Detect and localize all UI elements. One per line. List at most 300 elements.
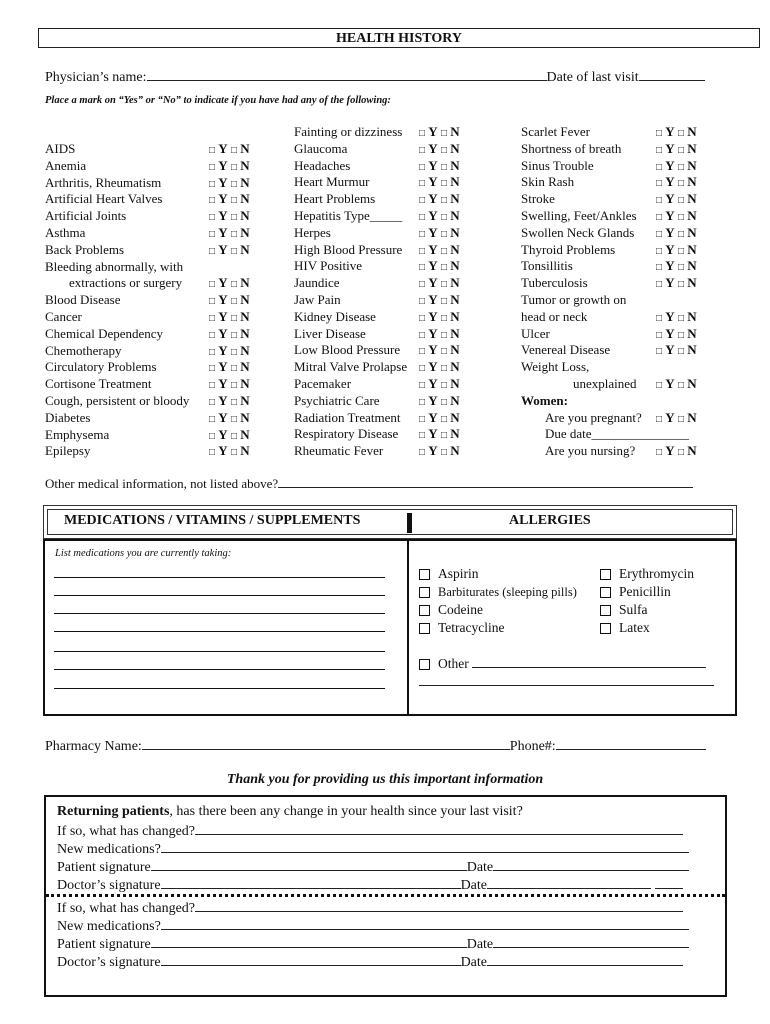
condition-row	[45, 225, 275, 242]
no-label: N	[450, 275, 460, 291]
yes-checkbox[interactable]: □	[419, 447, 426, 459]
yes-checkbox[interactable]: □	[419, 144, 426, 156]
yes-checkbox[interactable]: □	[419, 346, 426, 358]
no-checkbox[interactable]: □	[677, 447, 684, 459]
yes-checkbox[interactable]: □	[656, 346, 663, 358]
condition-label: unexplained	[573, 375, 637, 391]
yes-checkbox[interactable]: □	[209, 228, 216, 240]
no-checkbox[interactable]: □	[230, 380, 237, 392]
no-checkbox[interactable]: □	[677, 178, 684, 190]
conditions-column-3	[521, 124, 721, 460]
medications-box	[43, 539, 409, 716]
yes-checkbox[interactable]: □	[419, 128, 426, 139]
no-checkbox[interactable]: □	[440, 346, 447, 358]
no-checkbox[interactable]: □	[440, 396, 447, 408]
no-label: N	[240, 292, 250, 308]
yes-label: Y	[218, 157, 228, 173]
medication-line[interactable]	[54, 631, 385, 632]
no-checkbox[interactable]: □	[230, 145, 237, 156]
no-checkbox[interactable]: □	[440, 211, 447, 223]
no-label: N	[450, 258, 460, 274]
no-checkbox[interactable]: □	[230, 346, 237, 358]
condition-label: Shortness of breath	[521, 140, 622, 156]
yes-label: Y	[665, 443, 675, 459]
allergy-label: Latex	[619, 620, 650, 635]
condition-label: Scarlet Fever	[521, 124, 590, 139]
no-checkbox[interactable]: □	[440, 279, 447, 291]
medication-line[interactable]	[54, 613, 385, 614]
condition-label: Anemia	[45, 157, 87, 173]
no-label: N	[687, 375, 697, 391]
allergy-checkbox[interactable]	[419, 587, 430, 598]
condition-row	[45, 443, 275, 460]
patient-sig-field[interactable]	[151, 935, 467, 948]
physician-name-field[interactable]	[147, 68, 547, 81]
condition-row	[294, 426, 494, 443]
condition-label: Pacemaker	[294, 375, 352, 391]
yes-checkbox[interactable]: □	[656, 178, 663, 190]
doctor-sig-label: Doctor’s signature	[57, 955, 161, 970]
no-checkbox[interactable]: □	[230, 228, 237, 240]
patient-sig-label: Patient signature	[57, 937, 151, 952]
no-label: N	[240, 342, 250, 358]
no-checkbox[interactable]: □	[440, 161, 447, 173]
returning-patients-box	[44, 795, 727, 997]
yes-checkbox[interactable]: □	[209, 447, 216, 459]
no-checkbox[interactable]: □	[440, 447, 447, 459]
yes-checkbox[interactable]: □	[209, 296, 216, 308]
new-meds-field[interactable]	[161, 840, 689, 853]
no-label: N	[687, 275, 697, 291]
no-checkbox[interactable]: □	[440, 144, 447, 156]
condition-row	[294, 225, 494, 242]
yes-checkbox[interactable]: □	[209, 279, 216, 291]
no-checkbox[interactable]: □	[677, 161, 684, 173]
no-checkbox[interactable]: □	[677, 346, 684, 358]
condition-label: Asthma	[45, 224, 86, 240]
yes-checkbox[interactable]: □	[209, 396, 216, 408]
condition-label: Cortisone Treatment	[45, 376, 152, 392]
condition-row	[45, 275, 275, 292]
yes-checkbox[interactable]: □	[419, 295, 426, 307]
yes-checkbox[interactable]: □	[656, 245, 663, 257]
condition-row	[521, 124, 721, 141]
yes-label: Y	[665, 191, 675, 207]
date-field[interactable]	[493, 858, 689, 871]
yes-checkbox[interactable]: □	[656, 144, 663, 156]
other-info-label: Other medical information, not listed above?	[45, 476, 279, 491]
allergy-checkbox[interactable]	[600, 569, 611, 580]
no-checkbox[interactable]: □	[677, 128, 684, 139]
condition-label: Heart Murmur	[294, 174, 370, 190]
yes-checkbox[interactable]: □	[419, 279, 426, 291]
dotted-separator	[46, 894, 725, 897]
allergy-item	[600, 583, 694, 601]
condition-label: Artificial Heart Valves	[45, 191, 163, 207]
condition-label: Stroke	[521, 191, 555, 207]
no-checkbox[interactable]: □	[677, 329, 684, 341]
no-label: N	[687, 224, 697, 240]
yes-no-choice	[419, 443, 460, 462]
yes-checkbox[interactable]: □	[209, 363, 216, 375]
yes-checkbox[interactable]: □	[419, 178, 426, 190]
yes-checkbox[interactable]: □	[419, 430, 426, 442]
no-checkbox[interactable]: □	[440, 329, 447, 341]
condition-label: Circulatory Problems	[45, 359, 157, 375]
yes-checkbox[interactable]: □	[656, 447, 663, 459]
no-checkbox[interactable]: □	[440, 178, 447, 190]
date-label: Date	[460, 955, 487, 970]
yes-checkbox[interactable]: □	[419, 228, 426, 240]
yes-checkbox[interactable]: □	[419, 211, 426, 223]
medication-line[interactable]	[54, 651, 385, 652]
condition-label: Swelling, Feet/Ankles	[521, 207, 637, 223]
thank-you-note: Thank you for providing us this important information	[226, 772, 544, 787]
yes-label: Y	[218, 141, 228, 156]
no-label: N	[687, 342, 697, 358]
yes-checkbox[interactable]: □	[656, 128, 663, 139]
yes-checkbox[interactable]: □	[419, 262, 426, 274]
allergy-label: Aspirin	[438, 566, 479, 581]
date-field[interactable]	[487, 953, 683, 966]
condition-label: Venereal Disease	[521, 342, 611, 358]
pharmacy-name-field[interactable]	[142, 737, 510, 750]
no-label: N	[240, 443, 250, 459]
changed-label: If so, what has changed?	[57, 824, 196, 839]
condition-label: HIV Positive	[294, 258, 363, 274]
condition-row	[45, 326, 275, 343]
allergy-item	[419, 601, 577, 619]
condition-row	[521, 326, 721, 343]
allergy-other-field[interactable]	[472, 655, 706, 668]
allergy-checkbox[interactable]	[419, 623, 430, 634]
yes-checkbox[interactable]: □	[419, 363, 426, 375]
condition-label: Herpes	[294, 224, 331, 240]
yes-label: Y	[428, 224, 438, 240]
condition-row	[521, 393, 721, 410]
condition-label: Ulcer	[521, 325, 550, 341]
yes-label: Y	[428, 275, 438, 291]
condition-row	[45, 158, 275, 175]
yes-label: Y	[428, 207, 438, 223]
no-checkbox[interactable]: □	[230, 447, 237, 459]
medication-line[interactable]	[54, 595, 385, 596]
yes-label: Y	[665, 308, 675, 324]
no-checkbox[interactable]: □	[677, 211, 684, 223]
no-checkbox[interactable]: □	[440, 228, 447, 240]
condition-row	[521, 376, 721, 393]
condition-row	[521, 208, 721, 225]
yes-checkbox[interactable]: □	[419, 312, 426, 324]
condition-label: Tonsillitis	[521, 258, 573, 274]
allergy-checkbox[interactable]	[419, 569, 430, 580]
condition-row	[294, 124, 494, 141]
yes-checkbox[interactable]: □	[209, 245, 216, 257]
no-label: N	[450, 308, 460, 324]
no-label: N	[450, 191, 460, 207]
condition-row	[521, 191, 721, 208]
yes-checkbox[interactable]: □	[209, 413, 216, 425]
doctor-sig-field[interactable]	[161, 953, 461, 966]
condition-row	[521, 359, 721, 376]
condition-row	[521, 141, 721, 158]
no-checkbox[interactable]: □	[677, 262, 684, 274]
condition-label: Cancer	[45, 308, 82, 324]
doctor-sig-field[interactable]	[161, 876, 461, 889]
condition-row	[521, 426, 721, 443]
no-checkbox[interactable]: □	[230, 430, 237, 442]
yes-checkbox[interactable]: □	[209, 161, 216, 173]
yes-label: Y	[665, 258, 675, 274]
no-checkbox[interactable]: □	[230, 396, 237, 408]
yes-label: Y	[428, 426, 438, 442]
no-label: N	[240, 241, 250, 257]
yes-label: Y	[218, 275, 228, 291]
yes-label: Y	[428, 174, 438, 190]
condition-label: Chemotherapy	[45, 342, 122, 358]
pharmacy-name-label: Pharmacy Name:	[45, 739, 142, 754]
new-meds-field[interactable]	[161, 917, 689, 930]
no-checkbox[interactable]: □	[677, 228, 684, 240]
no-checkbox[interactable]: □	[230, 195, 237, 207]
no-checkbox[interactable]: □	[440, 295, 447, 307]
condition-label: Thyroid Problems	[521, 241, 616, 257]
yes-label: Y	[218, 308, 228, 324]
condition-label: Rheumatic Fever	[294, 443, 384, 459]
condition-row	[45, 427, 275, 444]
allergy-other-checkbox[interactable]	[419, 659, 430, 670]
allergy-label: Sulfa	[619, 602, 648, 617]
yes-checkbox[interactable]: □	[419, 396, 426, 408]
no-checkbox[interactable]: □	[677, 379, 684, 391]
medication-line[interactable]	[54, 688, 385, 689]
no-label: N	[240, 392, 250, 408]
no-label: N	[450, 241, 460, 257]
medication-line[interactable]	[54, 577, 385, 578]
no-checkbox[interactable]: □	[677, 413, 684, 425]
yes-checkbox[interactable]: □	[656, 228, 663, 240]
pharmacy-phone-field[interactable]	[556, 737, 706, 750]
no-checkbox[interactable]: □	[230, 212, 237, 224]
condition-row	[294, 359, 494, 376]
yes-checkbox[interactable]: □	[419, 379, 426, 391]
yes-checkbox[interactable]: □	[419, 245, 426, 257]
changed-field[interactable]	[195, 899, 683, 912]
no-checkbox[interactable]: □	[440, 128, 447, 139]
allergy-checkbox[interactable]	[419, 605, 430, 616]
condition-label: Are you pregnant?	[545, 409, 642, 425]
no-checkbox[interactable]: □	[677, 312, 684, 324]
yes-label: Y	[218, 443, 228, 459]
yes-checkbox[interactable]: □	[656, 413, 663, 425]
yes-label: Y	[665, 375, 675, 391]
condition-row	[294, 410, 494, 427]
allergies-box	[407, 539, 737, 716]
no-label: N	[450, 409, 460, 425]
yes-label: Y	[428, 443, 438, 459]
no-label: N	[240, 308, 250, 324]
no-label: N	[240, 141, 250, 156]
condition-row	[521, 443, 721, 460]
condition-row	[45, 309, 275, 326]
condition-row	[294, 174, 494, 191]
no-label: N	[240, 409, 250, 425]
doctor-sig-row	[57, 876, 683, 894]
condition-label: Emphysema	[45, 426, 110, 442]
yes-label: Y	[665, 140, 675, 156]
yes-checkbox[interactable]: □	[209, 212, 216, 224]
no-checkbox[interactable]: □	[440, 195, 447, 207]
changed-row	[57, 822, 683, 840]
yes-checkbox[interactable]: □	[656, 329, 663, 341]
condition-row	[294, 141, 494, 158]
new-meds-row	[57, 840, 689, 858]
no-label: N	[450, 426, 460, 442]
allergy-checkbox[interactable]	[600, 587, 611, 598]
yes-checkbox[interactable]: □	[419, 413, 426, 425]
no-label: N	[450, 325, 460, 341]
allergy-item	[600, 619, 694, 637]
condition-row	[45, 141, 275, 158]
no-checkbox[interactable]: □	[230, 329, 237, 341]
condition-row	[294, 191, 494, 208]
condition-label: Are you nursing?	[545, 443, 636, 459]
condition-label: Skin Rash	[521, 174, 575, 190]
yes-checkbox[interactable]: □	[209, 178, 216, 190]
pharmacy-phone-label: Phone#:	[509, 739, 556, 754]
condition-label: Psychiatric Care	[294, 392, 380, 408]
patient-sig-field[interactable]	[151, 858, 467, 871]
changed-field[interactable]	[195, 822, 683, 835]
yes-label: Y	[428, 191, 438, 207]
no-checkbox[interactable]: □	[440, 430, 447, 442]
no-checkbox[interactable]: □	[677, 144, 684, 156]
yes-checkbox[interactable]: □	[209, 145, 216, 156]
no-label: N	[450, 392, 460, 408]
condition-row	[45, 208, 275, 225]
condition-label: Artificial Joints	[45, 208, 127, 224]
condition-row	[521, 258, 721, 275]
pharmacy-row	[45, 737, 706, 755]
medication-line[interactable]	[54, 669, 385, 670]
condition-row	[294, 443, 494, 460]
yes-checkbox[interactable]: □	[656, 262, 663, 274]
allergy-other-line[interactable]	[419, 685, 714, 686]
condition-label: Arthritis, Rheumatism	[45, 174, 162, 190]
condition-row	[294, 158, 494, 175]
no-checkbox[interactable]: □	[440, 413, 447, 425]
doctor-sig-label: Doctor’s signature	[57, 878, 161, 893]
no-label: N	[240, 359, 250, 375]
returning-bold: Returning patients	[57, 804, 170, 819]
yes-checkbox[interactable]: □	[656, 312, 663, 324]
header-divider	[407, 513, 412, 533]
allergy-item	[600, 565, 694, 583]
yes-label: Y	[218, 224, 228, 240]
yes-label: Y	[428, 409, 438, 425]
yes-checkbox[interactable]: □	[656, 379, 663, 391]
condition-label: Heart Problems	[294, 191, 376, 207]
no-checkbox[interactable]: □	[440, 262, 447, 274]
yes-checkbox[interactable]: □	[419, 329, 426, 341]
condition-label: Diabetes	[45, 409, 91, 425]
condition-row	[521, 410, 721, 427]
no-checkbox[interactable]: □	[677, 279, 684, 291]
yes-checkbox[interactable]: □	[419, 161, 426, 173]
condition-label: Chemical Dependency	[45, 325, 164, 341]
no-checkbox[interactable]: □	[440, 379, 447, 391]
no-label: N	[687, 325, 697, 341]
yes-checkbox[interactable]: □	[656, 195, 663, 207]
yes-checkbox[interactable]: □	[209, 195, 216, 207]
yes-label: Y	[218, 325, 228, 341]
yes-label: Y	[218, 376, 228, 392]
yes-label: Y	[428, 342, 438, 358]
condition-label: Epilepsy	[45, 443, 91, 459]
allergy-label: Tetracycline	[438, 620, 505, 635]
yes-checkbox[interactable]: □	[209, 380, 216, 392]
instructions: Place a mark on “Yes” or “No” to indicate if you have had any of the following:	[45, 95, 391, 106]
no-checkbox[interactable]: □	[230, 363, 237, 375]
other-info-field[interactable]	[278, 475, 693, 488]
yes-no-choice	[209, 443, 250, 462]
no-label: N	[450, 207, 460, 223]
no-checkbox[interactable]: □	[230, 413, 237, 425]
no-label: N	[450, 224, 460, 240]
date-field-extra[interactable]	[655, 876, 683, 889]
patient-sig-row	[57, 935, 689, 953]
medications-header: MEDICATIONS / VITAMINS / SUPPLEMENTS	[64, 513, 361, 528]
no-checkbox[interactable]: □	[230, 178, 237, 190]
condition-row	[294, 342, 494, 359]
no-checkbox[interactable]: □	[440, 312, 447, 324]
no-checkbox[interactable]: □	[677, 245, 684, 257]
yes-checkbox[interactable]: □	[209, 312, 216, 324]
yes-checkbox[interactable]: □	[209, 430, 216, 442]
yes-label: Y	[218, 174, 228, 190]
date-field[interactable]	[493, 935, 689, 948]
no-checkbox[interactable]: □	[230, 279, 237, 291]
condition-label: Tuberculosis	[521, 275, 588, 291]
last-visit-field[interactable]	[639, 68, 705, 81]
condition-row	[45, 175, 275, 192]
allergy-label: Codeine	[438, 602, 483, 617]
allergy-checkbox[interactable]	[600, 623, 611, 634]
yes-checkbox[interactable]: □	[209, 346, 216, 358]
yes-checkbox[interactable]: □	[209, 329, 216, 341]
no-checkbox[interactable]: □	[230, 161, 237, 173]
condition-label: Sinus Trouble	[521, 157, 594, 173]
no-checkbox[interactable]: □	[440, 363, 447, 375]
no-label: N	[687, 124, 697, 139]
condition-label: Glaucoma	[294, 140, 348, 156]
yes-checkbox[interactable]: □	[419, 195, 426, 207]
yes-checkbox[interactable]: □	[656, 211, 663, 223]
date-field[interactable]	[487, 876, 651, 889]
no-checkbox[interactable]: □	[230, 245, 237, 257]
last-visit-label: Date of last visit	[546, 70, 639, 85]
yes-checkbox[interactable]: □	[656, 279, 663, 291]
yes-checkbox[interactable]: □	[656, 161, 663, 173]
no-checkbox[interactable]: □	[440, 245, 447, 257]
condition-label: Jaundice	[294, 275, 340, 291]
allergy-checkbox[interactable]	[600, 605, 611, 616]
changed-row	[57, 899, 683, 917]
no-checkbox[interactable]: □	[677, 195, 684, 207]
no-checkbox[interactable]: □	[230, 296, 237, 308]
no-label: N	[240, 376, 250, 392]
no-checkbox[interactable]: □	[230, 312, 237, 324]
